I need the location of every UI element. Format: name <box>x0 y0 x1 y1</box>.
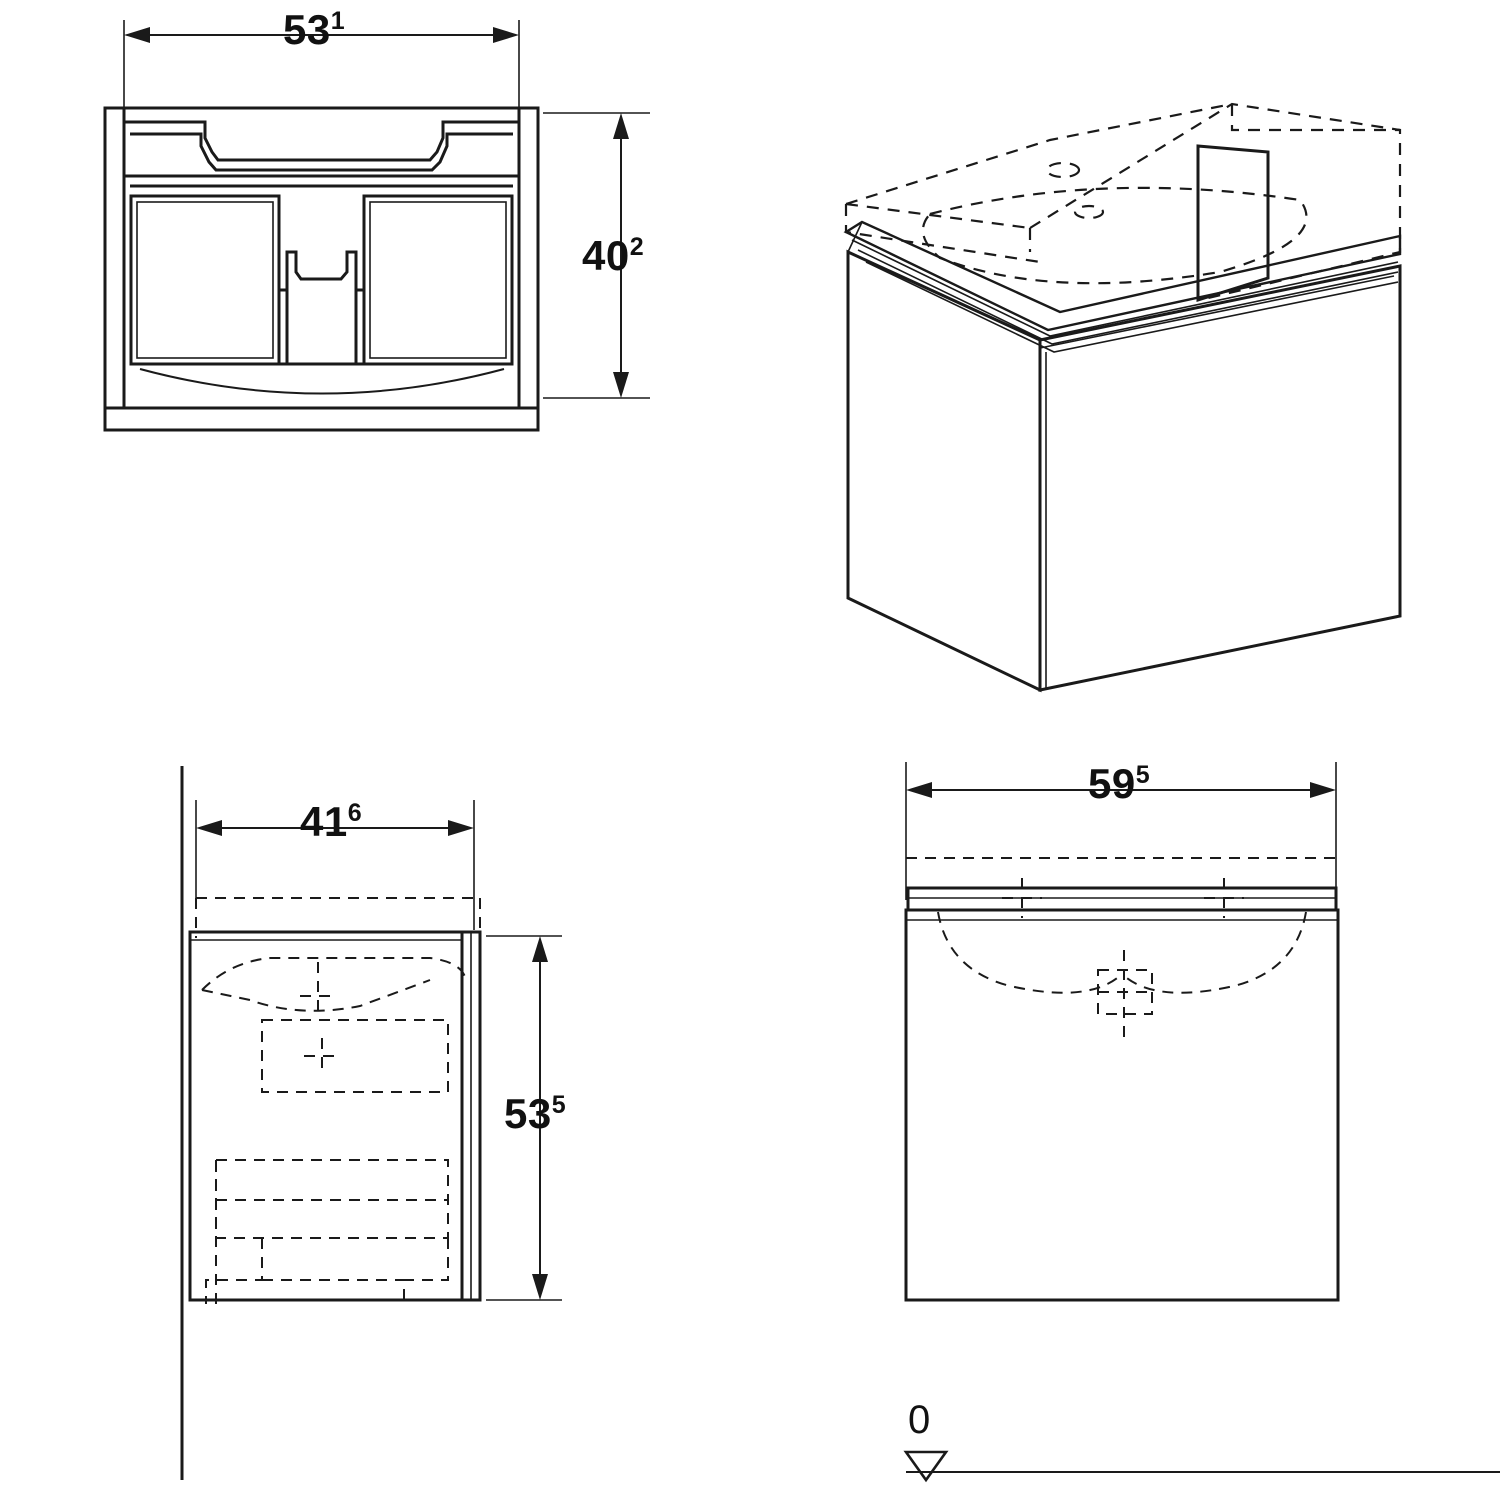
view-front-open <box>105 20 650 430</box>
dim-label-top-height: $40^2$ <box>582 232 645 279</box>
view-isometric <box>846 104 1400 690</box>
datum-zero-label: 0 <box>908 1398 931 1442</box>
dim-label-bottom-width: $59^5$ <box>1088 760 1151 807</box>
dim-label-side-depth: $41^6$ <box>300 798 363 845</box>
view-front-closed <box>906 762 1500 1480</box>
dim-label-top-width: $53^1$ <box>283 6 346 53</box>
dim-label-side-height: $53^5$ <box>504 1090 567 1137</box>
